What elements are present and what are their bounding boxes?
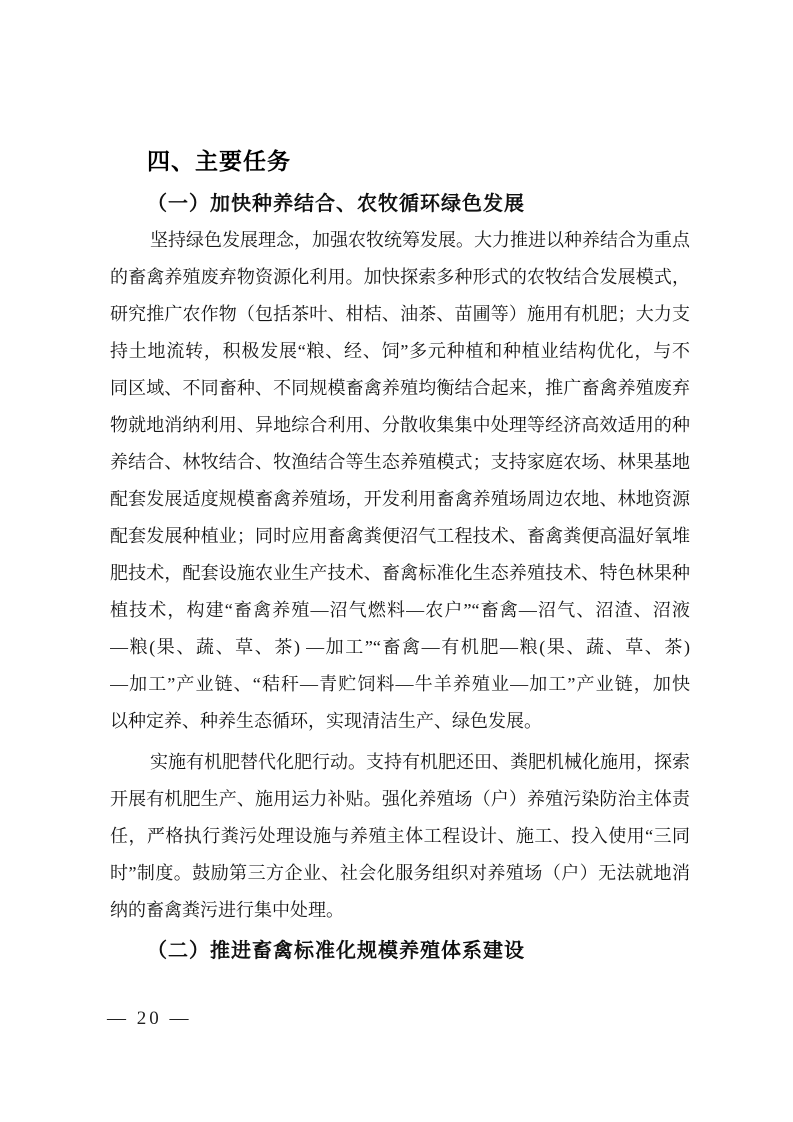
document-content [110, 146, 690, 965]
text-line: 肥技术，配套设施农业生产技术、畜禽标准化生态养殖技术、特色林果种 [110, 563, 690, 583]
text-line: 纳的畜禽粪污进行集中处理。 [110, 900, 344, 920]
text-line: —加工”产业链、“秸秆—青贮饲料—牛羊养殖业—加工”产业链，加快 [110, 674, 690, 694]
text-line: 植技术，构建“畜禽养殖—沼气燃料—农户”“畜禽—沼气、沼渣、沼液 [110, 600, 690, 620]
paragraph-2 [110, 744, 690, 929]
subsection-1-heading: （一）加快种养结合、农牧循环绿色发展 [147, 193, 525, 215]
text-line: 物就地消纳利用、异地综合利用、分散收集集中处理等经济高效适用的种 [110, 415, 690, 435]
text-line: 任，严格执行粪污处理设施与养殖主体工程设计、施工、投入使用“三同 [110, 826, 690, 846]
text-line: 同区域、不同畜种、不同规模畜禽养殖均衡结合起来，推广畜禽养殖废弃 [110, 378, 690, 398]
text-line: 持土地流转，积极发展“粮、经、饲”多元种植和种植业结构优化，与不 [110, 341, 690, 361]
text-line: —粮(果、蔬、草、茶) —加工”“畜禽—有机肥—粮(果、蔬、草、茶) [110, 637, 690, 657]
page-number: — 20 — [107, 1008, 192, 1029]
subsection-2-heading: （二）推进畜禽标准化规模养殖体系建设 [147, 940, 525, 962]
text-line: 研究推广农作物（包括茶叶、柑桔、油茶、苗圃等）施用有机肥；大力支 [110, 304, 690, 324]
text-line: 实施有机肥替代化肥行动。支持有机肥还田、粪肥机械化施用，探索 [150, 752, 690, 772]
text-line: 养结合、林牧结合、牧渔结合等生态养殖模式；支持家庭农场、林果基地 [110, 452, 690, 472]
text-line: 的畜禽养殖废弃物资源化利用。加快探索多种形式的农牧结合发展模式， [110, 267, 690, 287]
text-line: 坚持绿色发展理念，加强农牧统筹发展。大力推进以种养结合为重点 [150, 230, 690, 250]
section-heading: 四、主要任务 [147, 148, 291, 174]
text-line: 以种定养、种养生态循环，实现清洁生产、绿色发展。 [110, 711, 542, 731]
text-line: 时”制度。鼓励第三方企业、社会化服务组织对养殖场（户）无法就地消 [110, 863, 690, 883]
text-line: 配套发展种植业；同时应用畜禽粪便沼气工程技术、畜禽粪便高温好氧堆 [110, 526, 690, 546]
text-line: 配套发展适度规模畜禽养殖场，开发利用畜禽养殖场周边农地、林地资源 [110, 489, 690, 509]
paragraph-1 [110, 222, 690, 740]
text-line: 开展有机肥生产、施用运力补贴。强化养殖场（户）养殖污染防治主体责 [110, 789, 690, 809]
